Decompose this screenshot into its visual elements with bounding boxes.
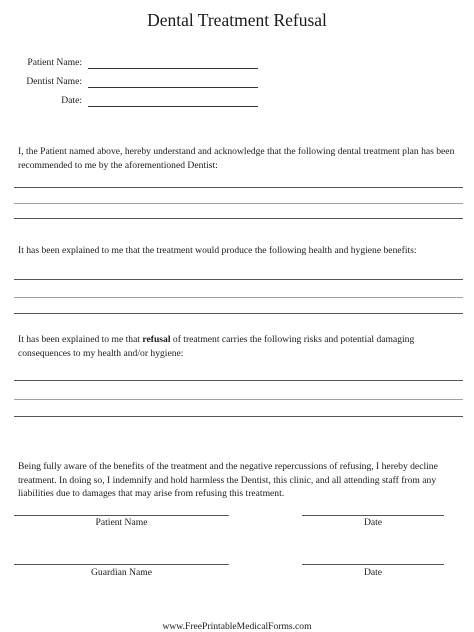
date-label-1: Date: [363, 517, 383, 528]
date-line[interactable]: [88, 106, 258, 107]
dentist-name-label: Dentist Name:: [26, 76, 82, 87]
patient-name-line[interactable]: [88, 68, 258, 69]
treatment-plan-statement: I, the Patient named above, hereby understand and acknowledge that the following dental treatment plan has been recommended to me by the aforementioned Dentist:: [18, 146, 455, 171]
risks-line-2[interactable]: [14, 399, 463, 400]
indemnity-statement: Being fully aware of the benefits of the treatment and the negative repercussions of refusing, I hereby decline treatment. In doing so, I indemnify and hold harmless the Dentist, this clinic, and all attending staff from any liabilities due to damages that may arise from refusing this treatment.: [18, 461, 438, 499]
date-signature-line-2[interactable]: [302, 564, 444, 565]
risks-text-before: It has been explained to me that: [18, 334, 143, 345]
benefits-line-2[interactable]: [14, 297, 463, 298]
risks-statement: [18, 333, 458, 360]
date-label-2: Date: [363, 567, 383, 578]
patient-name-signature-label: Patient Name: [95, 517, 148, 528]
date-field[interactable]: [0, 95, 474, 109]
date-signature-line-1[interactable]: [302, 515, 444, 516]
dentist-name-field[interactable]: [0, 76, 474, 90]
risks-line-3[interactable]: [14, 416, 463, 417]
guardian-name-label: Guardian Name: [90, 567, 152, 578]
risks-line-1[interactable]: [14, 380, 463, 381]
treatment-plan-line-3[interactable]: [14, 218, 463, 219]
patient-name-field[interactable]: [0, 57, 474, 71]
page-title: Dental Treatment Refusal: [147, 10, 327, 30]
guardian-signature-line[interactable]: [14, 564, 229, 565]
treatment-plan-line-1[interactable]: [14, 187, 463, 188]
date-label: Date:: [61, 95, 82, 106]
benefits-line-3[interactable]: [14, 313, 463, 314]
patient-name-label: Patient Name:: [27, 57, 82, 68]
footer-website: www.FreePrintableMedicalForms.com: [162, 621, 312, 632]
patient-signature-line[interactable]: [14, 515, 229, 516]
risks-text-after: of treatment carries the following risks and potential damaging consequences to my health and/or hygiene:: [18, 334, 415, 359]
benefits-line-1[interactable]: [14, 279, 463, 280]
treatment-plan-line-2[interactable]: [14, 203, 463, 204]
benefits-statement: It has been explained to me that the treatment would produce the following health and hygiene benefits:: [18, 245, 417, 256]
dentist-name-line[interactable]: [88, 87, 258, 88]
refusal-bold: refusal: [142, 334, 171, 345]
